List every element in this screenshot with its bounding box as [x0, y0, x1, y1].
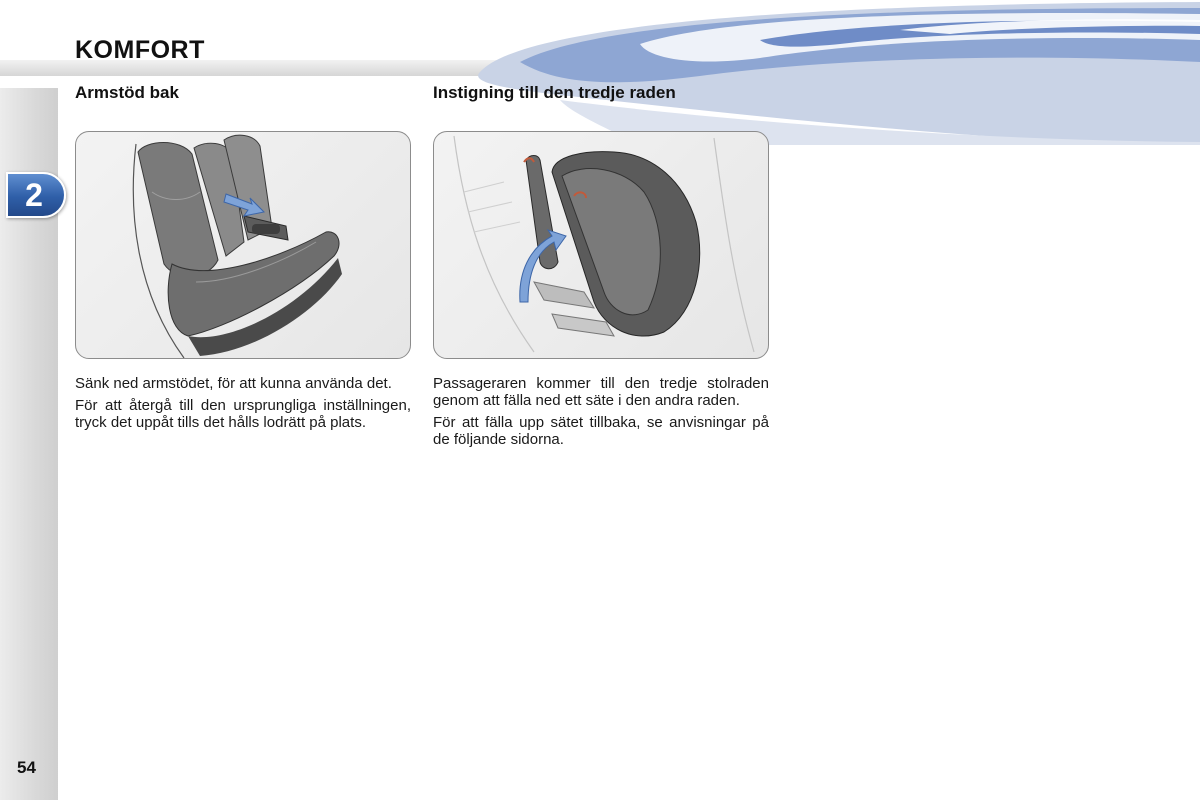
page-title: KOMFORT: [75, 36, 205, 64]
chapter-badge[interactable]: [6, 172, 66, 218]
page-number: 54: [17, 758, 36, 777]
chapter-number: 2: [25, 176, 43, 213]
section-body: [75, 375, 411, 431]
section-rear-armrest: [75, 83, 411, 436]
paragraph: För att återgå till den ursprungliga inställningen, tryck det uppåt tills det hålls lodrätt på plats.: [75, 397, 411, 431]
section-heading: Armstöd bak: [75, 83, 179, 102]
seat-fold-illustration: [433, 131, 769, 359]
paragraph: För att fälla upp sätet tillbaka, se anvisningar på de följande sidorna.: [433, 414, 769, 448]
rear-seat-armrest-illustration: [75, 131, 411, 359]
paragraph: Passageraren kommer till den tredje stolraden genom att fälla ned ett säte i den andra raden.: [433, 375, 769, 409]
section-heading: Instigning till den tredje raden: [433, 83, 676, 102]
section-body: [433, 375, 769, 448]
section-third-row-access: [433, 83, 769, 453]
paragraph: Sänk ned armstödet, för att kunna använda det.: [75, 375, 392, 392]
